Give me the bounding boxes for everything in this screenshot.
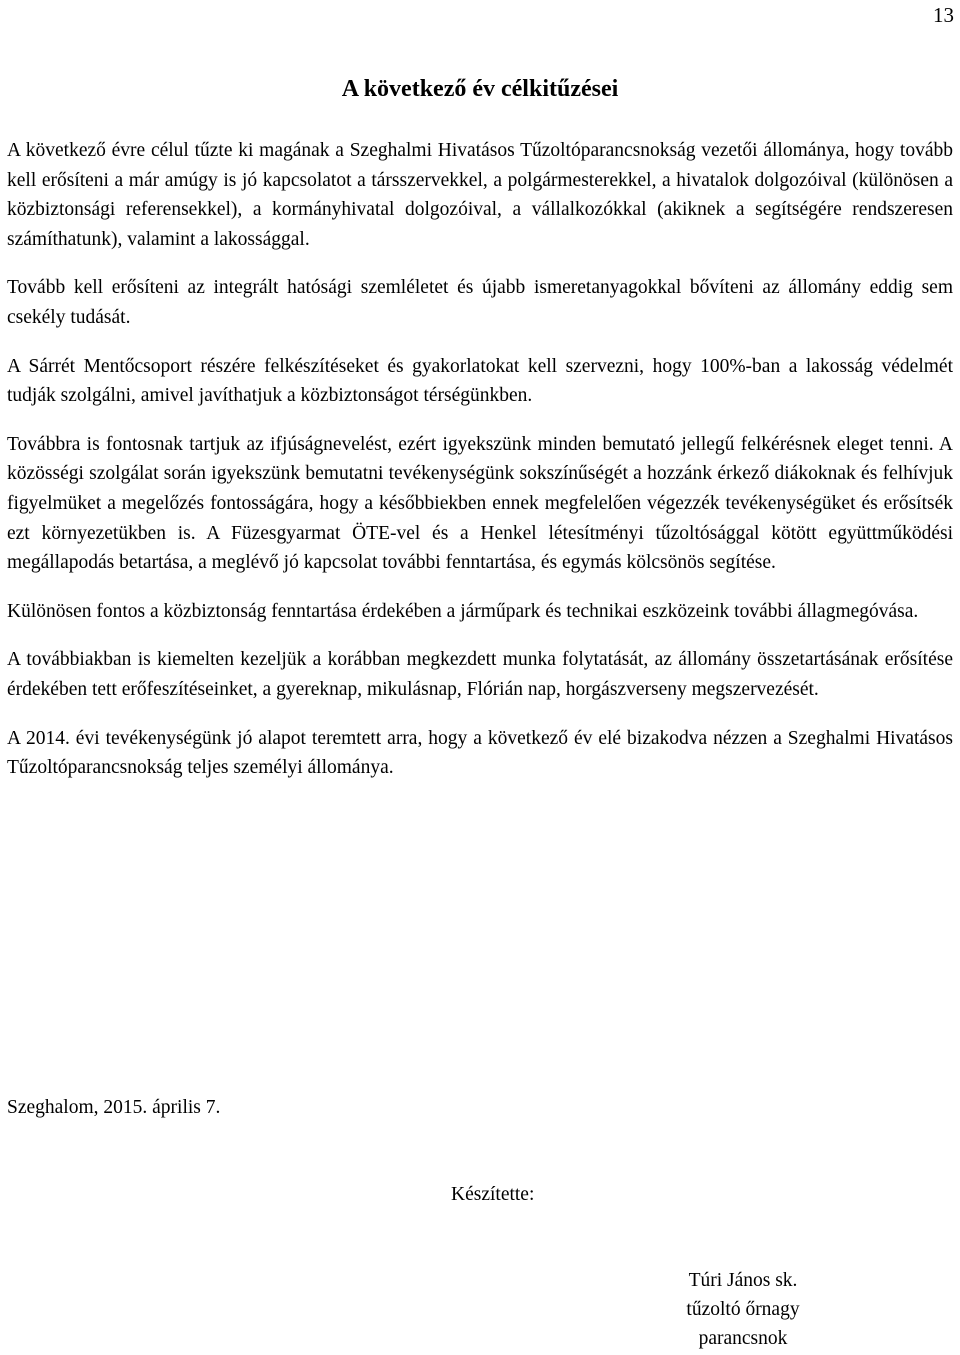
signer-name: Túri János sk. [688, 1270, 798, 1291]
paragraph-1: A következő évre célul tűzte ki magának a Szeghalmi Hivatásos Tűzoltóparancsnokság vezetői állománya, hogy tovább kell erősíteni a már amúgy is jó kapcsolatot a társszervekkel, a polgármesterekkel, a hivatalok dolgozóival (különösen a közbiztonsági referensekkel), a kormányhivatal dolgozóival, a vállalkozókkal (akiknek a segítségére rendszeresen számíthatunk), valamint a lakossággal. [7, 140, 953, 250]
signer-position: parancsnok [698, 1328, 788, 1349]
paragraph-3: A Sárrét Mentőcsoport részére felkészítéseket és gyakorlatokat kell szervezni, hogy 100%-ban a lakosság védelmét tudják szolgálni, amivel javíthatjuk a közbiztonságot térségünkben. [7, 355, 953, 407]
paragraph-7: A 2014. évi tevékenységünk jó alapot teremtett arra, hogy a következő év elé bizakodva nézzen a Szeghalmi Hivatásos Tűzoltóparancsnokság teljes személyi állománya. [7, 727, 953, 779]
place-date: Szeghalom, 2015. április 7. [7, 1097, 221, 1118]
page-title: A következő év célkitűzései [341, 76, 619, 102]
paragraph-4: Továbbra is fontosnak tartjuk az ifjúságnevelést, ezért igyekszünk minden bemutató jellegű felkérésnek eleget tenni. A közösségi szolgálat során igyekszünk bemutatni tevékenységünk sokszínűségét a hozzánk érkező diákoknak és felhívjuk figyelmüket a megelőzés fontosságára, hogy a későbbiekben ennek megfelelően végezzék tevékenységüket és erősítsék ezt környezetükben is. A Füzesgyarmat ÖTE-vel és a Henkel létesítményi tűzoltósággal kötött együttműködési megállapodás betartása, a meglévő jó kapcsolat további fenntartása, és egymás kölcsönös segítése. [7, 433, 953, 574]
signer-rank: tűzoltó őrnagy [686, 1299, 800, 1320]
page-number: 13 [933, 3, 954, 27]
paragraph-2: Tovább kell erősíteni az integrált hatósági szemléletet és újabb ismeretanyagokkal bővíteni az állomány eddig sem csekély tudását. [7, 277, 953, 328]
signature-block [643, 1266, 843, 1353]
document-body [7, 136, 953, 802]
prepared-by-label: Készítette: [451, 1184, 535, 1205]
paragraph-6: A továbbiakban is kiemelten kezeljük a korábban megkezdett munka folytatását, az állomány összetartásának erősítése érdekében tett erőfeszítéseinket, a gyereknap, mikulásnap, Flórián nap, horgászverseny megszervezését. [7, 649, 953, 700]
paragraph-5: Különösen fontos a közbiztonság fenntartása érdekében a járműpark és technikai eszközeink további állagmegóvása. [7, 600, 919, 622]
